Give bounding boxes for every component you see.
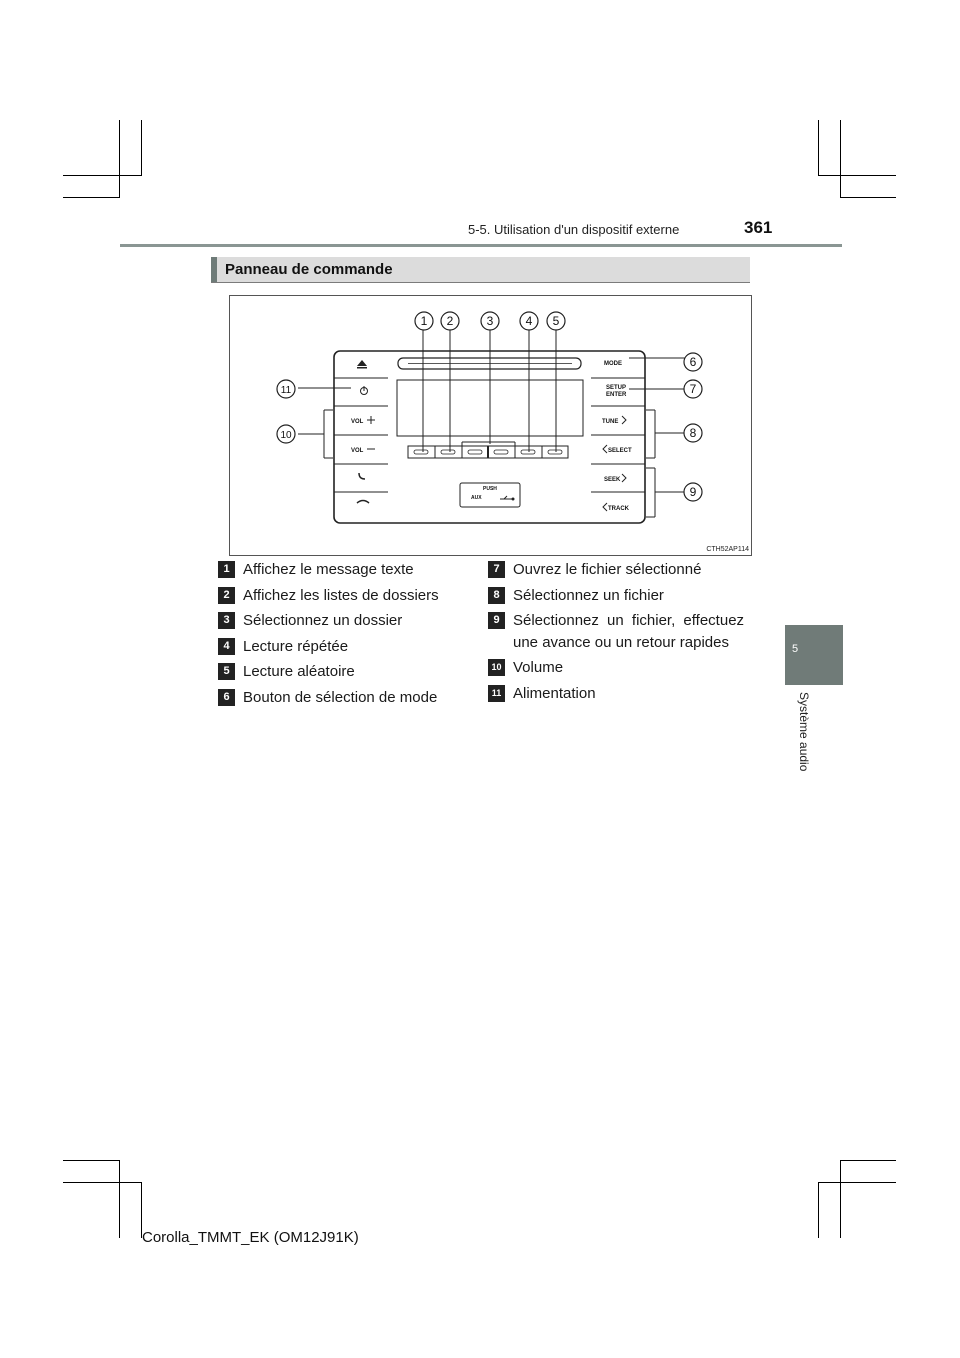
legend-number: 1 xyxy=(218,561,235,578)
crop-mark xyxy=(818,1182,896,1183)
legend-number: 7 xyxy=(488,561,505,578)
control-panel-figure xyxy=(229,295,752,556)
crop-mark xyxy=(119,120,120,198)
panel-label-track: TRACK xyxy=(608,506,629,512)
header-rule xyxy=(120,244,842,247)
legend-text: Affichez les listes de dossiers xyxy=(243,587,439,604)
legend-right xyxy=(488,560,753,710)
panel-label-select: SELECT xyxy=(608,448,632,454)
callout-1: 1 xyxy=(420,314,428,328)
crop-mark xyxy=(818,120,819,176)
callout-2: 2 xyxy=(446,314,454,328)
legend-number: 6 xyxy=(218,689,235,706)
crop-mark xyxy=(141,120,142,176)
callout-6: 6 xyxy=(689,355,697,369)
callout-4: 4 xyxy=(525,314,533,328)
running-header: 5-5. Utilisation d'un dispositif externe xyxy=(468,222,680,237)
legend-text: Affichez le message texte xyxy=(243,561,414,578)
section-title-accent xyxy=(211,257,217,282)
page-number: 361 xyxy=(744,218,773,237)
legend-number: 8 xyxy=(488,587,505,604)
legend-number: 2 xyxy=(218,587,235,604)
panel-label-setup: SETUP xyxy=(606,385,627,391)
legend-text: Lecture aléatoire xyxy=(243,663,355,680)
crop-mark xyxy=(119,1160,120,1238)
legend-number: 5 xyxy=(218,663,235,680)
crop-mark xyxy=(818,1182,819,1238)
legend-text: Alimentation xyxy=(513,685,596,702)
figure-code: CTH52AP114 xyxy=(706,546,749,553)
chapter-label-text: Système audio xyxy=(797,692,811,772)
legend-number: 9 xyxy=(488,612,505,629)
callout-3: 3 xyxy=(486,314,494,328)
chapter-tab xyxy=(785,625,843,685)
legend-text: Sélectionnez un fichier, effectuez xyxy=(513,612,745,629)
legend-number: 11 xyxy=(488,685,505,702)
panel-label-push: PUSH xyxy=(483,486,497,492)
crop-mark xyxy=(63,175,141,176)
legend-text: Sélectionnez un dossier xyxy=(243,612,403,629)
legend-number: 3 xyxy=(218,612,235,629)
panel-label-vol-plus: VOL xyxy=(351,419,364,425)
panel-label-mode: MODE xyxy=(604,361,622,367)
control-panel-illustration xyxy=(230,296,751,555)
panel-label-tune: TUNE xyxy=(602,419,619,425)
crop-mark xyxy=(818,175,896,176)
callout-9: 9 xyxy=(689,485,697,499)
crop-mark xyxy=(840,1160,841,1238)
crop-mark xyxy=(63,1182,141,1183)
chapter-number: 5 xyxy=(791,643,799,655)
legend-text: Ouvrez le fichier sélectionné xyxy=(513,561,702,578)
section-title: Panneau de commande xyxy=(225,261,393,278)
panel-label-enter: ENTER xyxy=(606,392,627,398)
callout-7: 7 xyxy=(689,382,697,396)
crop-mark xyxy=(63,1160,119,1161)
crop-mark xyxy=(63,197,119,198)
legend-text: Bouton de sélection de mode xyxy=(243,689,438,706)
crop-mark xyxy=(840,1160,896,1161)
legend-number: 4 xyxy=(218,638,235,655)
callout-8: 8 xyxy=(689,426,697,440)
footer-document-id: Corolla_TMMT_EK (OM12J91K) xyxy=(142,1229,359,1246)
legend-number: 10 xyxy=(488,659,505,676)
panel-label-vol-minus: VOL xyxy=(351,448,364,454)
legend-left xyxy=(218,560,468,710)
crop-mark xyxy=(840,197,896,198)
chapter-label xyxy=(797,692,811,812)
panel-label-aux: AUX xyxy=(471,495,482,501)
callout-11: 11 xyxy=(280,385,292,396)
legend-text-continued: une avance ou un retour rapides xyxy=(513,634,729,651)
callout-5: 5 xyxy=(552,314,560,328)
section-title-bar xyxy=(211,257,750,283)
crop-mark xyxy=(840,120,841,198)
legend-text: Volume xyxy=(513,659,564,676)
legend-text: Lecture répétée xyxy=(243,638,349,655)
panel-label-seek: SEEK xyxy=(604,477,621,483)
legend-text: Sélectionnez un fichier xyxy=(513,587,664,604)
callout-10: 10 xyxy=(280,430,292,441)
